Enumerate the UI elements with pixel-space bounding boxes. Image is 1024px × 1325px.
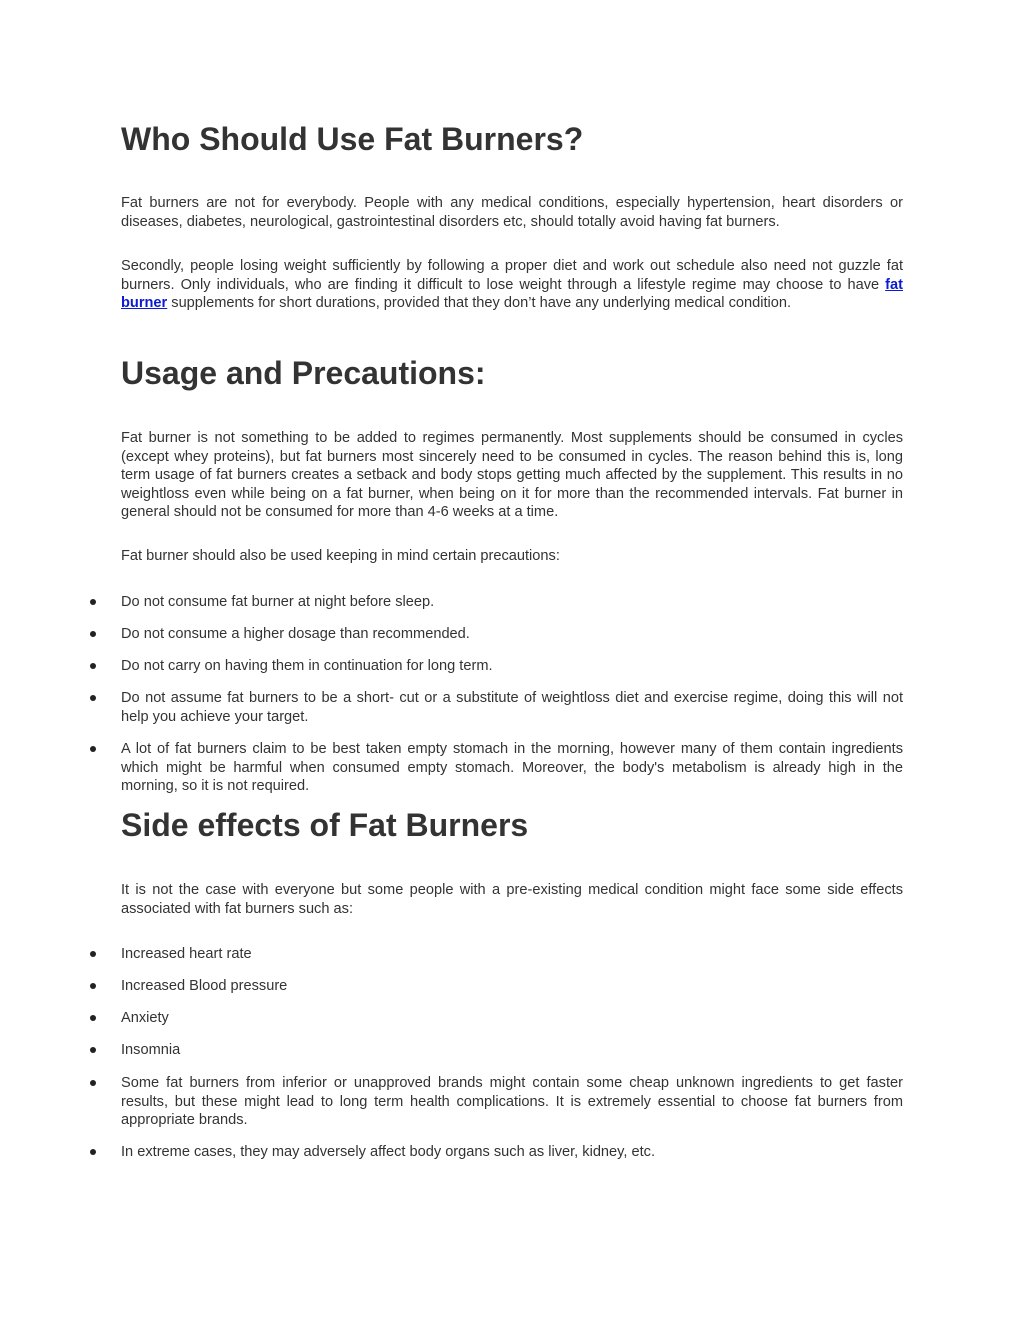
bullet-icon (90, 599, 96, 605)
bullet-icon (90, 1080, 96, 1086)
list-item: Increased Blood pressure (121, 977, 903, 996)
bullet-icon (90, 1047, 96, 1053)
list-item: A lot of fat burners claim to be best taken empty stomach in the morning, however many of them contain ingredients which might be harmful when consumed empty stomach. Moreover, the body's metabolism is already high in the morning, so it is not required. (121, 740, 903, 796)
bullet-icon (90, 746, 96, 752)
list-item: Some fat burners from inferior or unapproved brands might contain some cheap unknown ingredients to get faster results, but these might lead to long term health complications. It is extremely essential to choose fat burners from appropriate brands. (121, 1074, 903, 1130)
heading-who-should-use: Who Should Use Fat Burners? (121, 121, 584, 157)
bullet-icon (90, 631, 96, 637)
bullet-icon (90, 1149, 96, 1155)
paragraph-secondly-text-end: supplements for short durations, provided that they don’t have any underlying medical condition. (167, 295, 792, 311)
paragraph-secondly-text-start: Secondly, people losing weight sufficiently by following a proper diet and work out schedule also need not guzzle fat burners. Only individuals, who are finding it difficult to lose weight through a lifestyle regime may choose to have (121, 258, 903, 293)
paragraph-side-effects-intro: It is not the case with everyone but some people with a pre-existing medical condition might face some side effects associated with fat burners such as: (121, 882, 903, 917)
list-item: Do not consume a higher dosage than recommended. (121, 625, 903, 644)
list-item: Do not consume fat burner at night before sleep. (121, 593, 903, 612)
list-item: Do not assume fat burners to be a short- cut or a substitute of weightloss diet and exercise regime, doing this will not help you achieve your target. (121, 689, 903, 726)
paragraph-not-for-everybody: Fat burners are not for everybody. People with any medical conditions, especially hypertension, heart disorders or diseases, diabetes, neurological, gastrointestinal disorders etc, should totally avoid having fat burners. (121, 195, 903, 230)
bullet-icon (90, 983, 96, 989)
bullet-icon (90, 951, 96, 957)
paragraph-secondly (121, 257, 903, 313)
list-item: Anxiety (121, 1009, 903, 1028)
list-item: Increased heart rate (121, 945, 903, 964)
list-item: Do not carry on having them in continuation for long term. (121, 657, 903, 676)
list-item: Insomnia (121, 1041, 903, 1060)
heading-usage-precautions: Usage and Precautions: (121, 355, 486, 391)
paragraph-cycles: Fat burner is not something to be added to regimes permanently. Most supplements should be consumed in cycles (except whey proteins), but fat burners most sincerely need to be consumed in cycles. The reason behind this is, long term usage of fat burners creates a setback and body stops getting much affected by the supplement. This results in no weightloss even while being on a fat burner, when being on it for more than the recommended intervals. Fat burner in general should not be consumed for more than 4-6 weeks at a time. (121, 430, 903, 520)
fat-burner-link[interactable]: fat burner (121, 276, 903, 311)
bullet-icon (90, 663, 96, 669)
bullet-icon (90, 1015, 96, 1021)
bullet-icon (90, 695, 96, 701)
paragraph-precautions-intro: Fat burner should also be used keeping in mind certain precautions: (121, 548, 560, 564)
heading-side-effects: Side effects of Fat Burners (121, 807, 529, 843)
list-item: In extreme cases, they may adversely affect body organs such as liver, kidney, etc. (121, 1143, 903, 1162)
